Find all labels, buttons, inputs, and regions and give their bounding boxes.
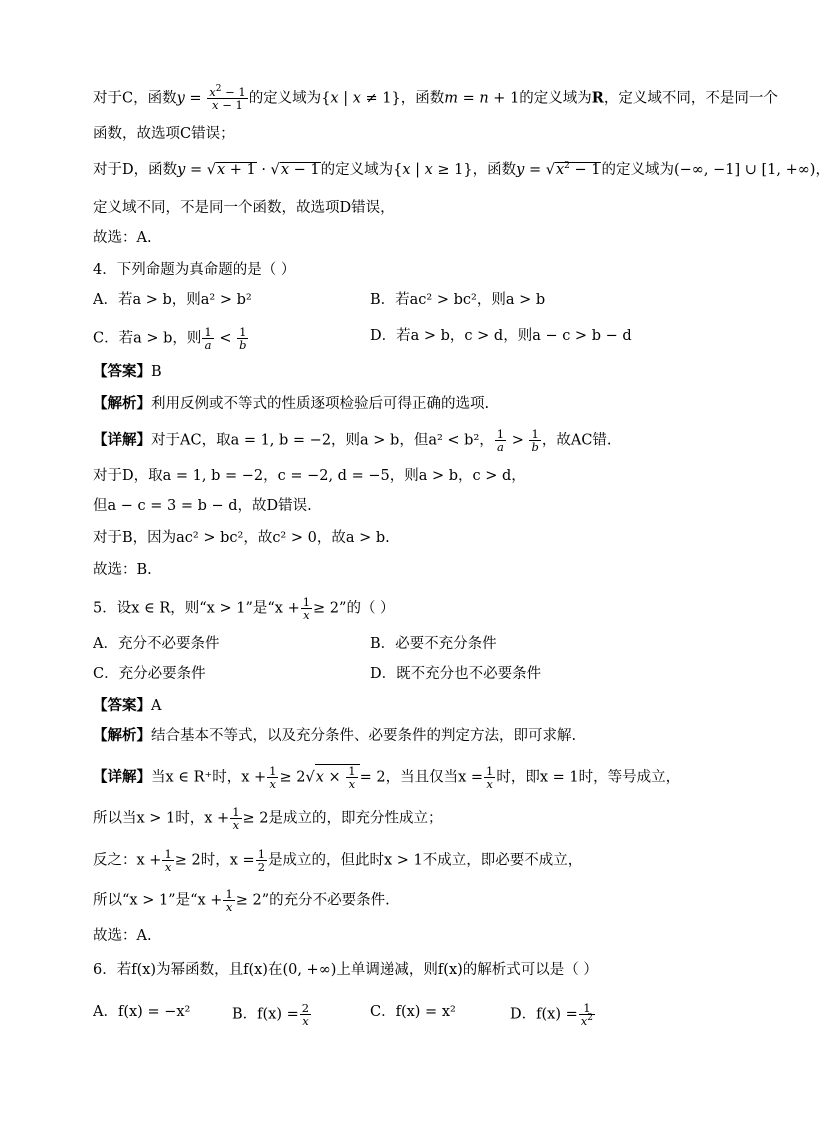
- q5-option-c: C．充分必要条件: [93, 666, 206, 682]
- q4-analysis: 【解析】利用反例或不等式的性质逐项检验后可得正确的选项.: [93, 395, 490, 412]
- q5-detail-2: 所以当x > 1时，x + $\frac{1}{x}$ ≥ 2是成立的，即充分性成立；: [93, 805, 443, 832]
- q4-answer: 【答案】B: [93, 363, 162, 380]
- q4-detail-1: 【详解】对于AC，取a = 1, b = −2，则a > b，但a² < b²， $\frac{1}{a}$ > $\frac{1}{b}$ ，故AC错.: [93, 427, 612, 454]
- q4-option-b: B．若ac² > bc²，则a > b: [370, 292, 546, 308]
- q5-analysis: 【解析】结合基本不等式，以及充分条件、必要条件的判定方法，即可求解.: [93, 727, 577, 744]
- q6-option-a: A．f(x) = −x²: [93, 1004, 191, 1020]
- prev-line-c1: 对于C，函数y = $\frac{x^2 - 1}{x - 1}$ 的定义域为{x | x ≠ 1}，函数m = n + 1的定义域为R，定义域不同，不是同一个: [93, 84, 778, 112]
- prev-line-d2: 定义域不同，不是同一个函数，故选项D错误，: [93, 200, 395, 216]
- q4-option-a: A．若a > b，则a² > b²: [93, 292, 252, 308]
- q6-option-d: D．f(x) = $\frac{1}{x^2}$: [510, 1001, 593, 1028]
- prev-choose: 故选：A.: [93, 230, 152, 246]
- q5-choose: 故选：A.: [93, 928, 152, 944]
- q4-option-c: C．若a > b，则 $\frac{1}{a}$ < $\frac{1}{b}$: [93, 325, 247, 352]
- q6-option-b: B．f(x) = $\frac{2}{x}$: [232, 1001, 310, 1028]
- q4-choose: 故选：B.: [93, 562, 152, 578]
- prev-line-d1: 对于D，函数y = √x + 1 · √x − 1的定义域为{x | x ≥ 1}，函数$y = √x^2 - 1$的定义域为(−∞, −1] ∪ [1, +∞)，: [93, 161, 830, 178]
- q4-detail-4: 对于B，因为ac² > bc²，故c² > 0，故a > b.: [93, 530, 390, 546]
- q5-detail-1: 【详解】当x ∈ R⁺时，x + $\frac{1}{x}$ ≥ 2√x × $\frac{1}{x}$ = 2，当且仅当x = $\frac{1}{x}$ 时，即x = 1时，等号成立，: [93, 764, 681, 791]
- q5-detail-4: 所以“x > 1”是“x + $\frac{1}{x}$ ≥ 2”的充分不必要条件.: [93, 887, 390, 914]
- q6-stem: 6．若f(x)为幂函数，且f(x)在(0, +∞)上单调递减，则f(x)的解析式可以是（ ）: [93, 962, 598, 978]
- q5-option-a: A．充分不必要条件: [93, 636, 220, 652]
- q5-stem: 5．设x ∈ R，则“x > 1”是“x + $\frac{1}{x}$ ≥ 2”的（ ）: [93, 595, 395, 622]
- fraction: $\frac{x^2 - 1}{x - 1}$: [209, 84, 246, 112]
- q5-detail-3: 反之：x + $\frac{1}{x}$ ≥ 2时，x = $\frac{1}{2}$ 是成立的，但此时x > 1不成立，即必要不成立，: [93, 847, 583, 874]
- q4-option-d: D．若a > b，c > d，则a − c > b − d: [370, 328, 632, 344]
- q4-detail-2: 对于D，取a = 1, b = −2，c = −2, d = −5，则a > b，c > d，: [93, 468, 526, 484]
- q5-answer: 【答案】A: [93, 697, 162, 714]
- q4-stem: 4．下列命题为真命题的是（ ）: [93, 262, 296, 278]
- q6-option-c: C．f(x) = x²: [370, 1004, 456, 1020]
- q4-detail-3: 但a − c = 3 = b − d，故D错误.: [93, 498, 312, 514]
- q5-option-b: B．必要不充分条件: [370, 636, 497, 652]
- q5-option-d: D．既不充分也不必要条件: [370, 666, 542, 682]
- prev-line-c2: 函数，故选项C错误；: [93, 126, 235, 142]
